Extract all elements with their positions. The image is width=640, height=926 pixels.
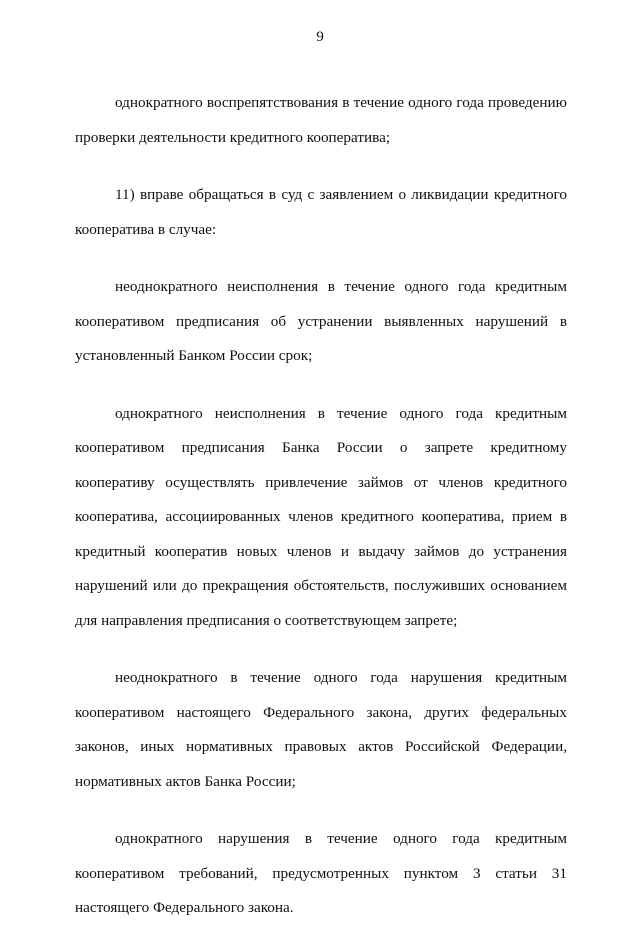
paragraph-1: однократного воспрепятствования в течение одного года проведению проверки деятельности кредитного кооператива;: [75, 94, 567, 146]
paragraph-6: однократного нарушения в течение одного года кредитным кооперативом требований, предусмотренных пунктом 3 статьи 31 настоящего Федерального закона.: [75, 830, 567, 916]
document-body: [75, 86, 567, 926]
paragraph-3: неоднократного неисполнения в течение одного года кредитным кооперативом предписания об устранении выявленных нарушений в установленный Банком России срок;: [75, 278, 567, 364]
paragraph-4: однократного неисполнения в течение одного года кредитным кооперативом предписания Банка России о запрете кредитному кооперативу осуществлять привлечение займов от членов кредитного кооператива, ассоциированных членов кредитного кооператива, прием в кредитный кооператив новых членов и выдачу займов до устранения нарушений или до прекращения обстоятельств, послуживших основанием для направления предписания о соответствующем запрете;: [75, 404, 567, 629]
paragraph-2: 11) вправе обращаться в суд с заявлением о ликвидации кредитного кооператива в случае:: [75, 186, 567, 238]
page-number: 9: [316, 28, 324, 45]
paragraph-5: неоднократного в течение одного года нарушения кредитным кооперативом настоящего Федерального закона, других федеральных законов, иных нормативных правовых актов Российской Федерации, нормативных актов Банка России;: [75, 669, 567, 790]
